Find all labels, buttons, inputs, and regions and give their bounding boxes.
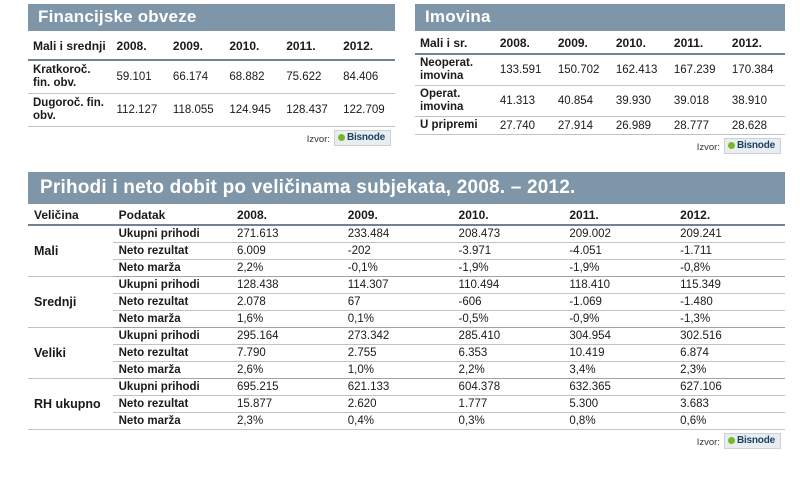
cell-veliki-nm-2010: 2,2% <box>453 362 564 379</box>
cell-veliki-up-2012: 302.516 <box>674 328 785 345</box>
cell-kratkoroc-2011: 75.622 <box>281 60 338 94</box>
table-row <box>28 94 395 127</box>
cell-mali-up-2009: 233.484 <box>342 225 453 243</box>
source-label: Izvor: <box>696 141 720 153</box>
table-row <box>415 54 785 86</box>
table-header-row <box>415 33 785 54</box>
col-header-2011: 2011. <box>563 206 674 225</box>
cell-dugoroc-2012: 122.709 <box>338 94 395 127</box>
panel-financijske-obveze <box>28 4 395 146</box>
row-label-u-pripremi: U pripremi <box>415 117 495 135</box>
cell-veliki-nr-2012: 6.874 <box>674 345 785 362</box>
podatak-ukupni-prihodi: Ukupni prihodi <box>113 379 231 396</box>
table-row <box>28 345 785 362</box>
group-label-srednji: Srednji <box>28 277 113 328</box>
cell-kratkoroc-2012: 84.406 <box>338 60 395 94</box>
col-header-2010: 2010. <box>224 33 281 60</box>
podatak-ukupni-prihodi: Ukupni prihodi <box>113 328 231 345</box>
cell-upripremi-2010: 26.989 <box>611 117 669 135</box>
col-header-2011: 2011. <box>669 33 727 54</box>
col-header-2008: 2008. <box>495 33 553 54</box>
table-financijske-obveze <box>28 33 395 127</box>
table-row <box>415 117 785 135</box>
cell-rh-nr-2012: 3.683 <box>674 396 785 413</box>
podatak-ukupni-prihodi: Ukupni prihodi <box>113 277 231 294</box>
cell-srednji-nr-2012: -1.480 <box>674 294 785 311</box>
table-row <box>28 225 785 243</box>
col-header-2010: 2010. <box>611 33 669 54</box>
group-label-mali: Mali <box>28 225 113 277</box>
cell-rh-nm-2011: 0,8% <box>563 413 674 430</box>
logo-dot-icon <box>338 134 345 141</box>
cell-veliki-nr-2008: 7.790 <box>231 345 342 362</box>
cell-srednji-nr-2010: -606 <box>453 294 564 311</box>
cell-mali-nr-2011: -4.051 <box>563 243 674 260</box>
cell-dugoroc-2009: 118.055 <box>168 94 224 127</box>
cell-veliki-nm-2009: 1,0% <box>342 362 453 379</box>
cell-veliki-up-2008: 295.164 <box>231 328 342 345</box>
cell-rh-nr-2008: 15.877 <box>231 396 342 413</box>
table-row <box>28 60 395 94</box>
panel-title-prihodi: Prihodi i neto dobit po veličinama subjekata, 2008. – 2012. <box>28 172 785 206</box>
group-label-rh-ukupno: RH ukupno <box>28 379 113 430</box>
logo-dot-icon <box>728 437 735 444</box>
podatak-ukupni-prihodi: Ukupni prihodi <box>113 225 231 243</box>
podatak-neto-marza: Neto marža <box>113 362 231 379</box>
podatak-neto-rezultat: Neto rezultat <box>113 345 231 362</box>
cell-veliki-nr-2010: 6.353 <box>453 345 564 362</box>
table-row <box>28 260 785 277</box>
cell-mali-nr-2010: -3.971 <box>453 243 564 260</box>
cell-veliki-nm-2008: 2,6% <box>231 362 342 379</box>
cell-rh-nm-2008: 2,3% <box>231 413 342 430</box>
col-header-2008: 2008. <box>231 206 342 225</box>
cell-rh-up-2009: 621.133 <box>342 379 453 396</box>
col-header-2010: 2010. <box>453 206 564 225</box>
source-label: Izvor: <box>306 133 330 145</box>
cell-mali-up-2008: 271.613 <box>231 225 342 243</box>
table-row <box>28 294 785 311</box>
cell-mali-nm-2012: -0,8% <box>674 260 785 277</box>
table-row <box>28 328 785 345</box>
cell-mali-up-2011: 209.002 <box>563 225 674 243</box>
cell-veliki-nr-2009: 2.755 <box>342 345 453 362</box>
col-header-2009: 2009. <box>553 33 611 54</box>
cell-operat-2010: 39.930 <box>611 86 669 117</box>
col-header-2009: 2009. <box>168 33 224 60</box>
cell-rh-nr-2011: 5.300 <box>563 396 674 413</box>
podatak-neto-marza: Neto marža <box>113 311 231 328</box>
cell-rh-nm-2009: 0,4% <box>342 413 453 430</box>
table-header-row <box>28 33 395 60</box>
cell-mali-nm-2009: -0,1% <box>342 260 453 277</box>
row-label-kratkoroc: Kratkoroč. fin. obv. <box>28 60 112 94</box>
cell-dugoroc-2008: 112.127 <box>112 94 168 127</box>
bisnode-logo <box>724 433 781 449</box>
cell-srednji-nm-2008: 1,6% <box>231 311 342 328</box>
cell-srednji-up-2008: 128.438 <box>231 277 342 294</box>
table-row <box>28 396 785 413</box>
cell-rh-up-2010: 604.378 <box>453 379 564 396</box>
col-header-2012: 2012. <box>338 33 395 60</box>
panel-imovina <box>415 4 785 154</box>
podatak-neto-rezultat: Neto rezultat <box>113 243 231 260</box>
table-row <box>415 86 785 117</box>
cell-srednji-nr-2011: -1.069 <box>563 294 674 311</box>
table-row <box>28 413 785 430</box>
cell-rh-up-2011: 632.365 <box>563 379 674 396</box>
cell-srednji-nm-2010: -0,5% <box>453 311 564 328</box>
source-prihodi <box>28 430 785 449</box>
table-row <box>28 277 785 294</box>
cell-upripremi-2009: 27.914 <box>553 117 611 135</box>
cell-operat-2012: 38.910 <box>727 86 785 117</box>
cell-mali-up-2012: 209.241 <box>674 225 785 243</box>
col-header-2011: 2011. <box>281 33 338 60</box>
col-header-2008: 2008. <box>112 33 168 60</box>
cell-kratkoroc-2008: 59.101 <box>112 60 168 94</box>
table-row <box>28 311 785 328</box>
cell-veliki-nm-2012: 2,3% <box>674 362 785 379</box>
table-header-row <box>28 206 785 225</box>
col-header-velicina: Veličina <box>28 206 113 225</box>
panel-prihodi-neto-dobit <box>28 172 785 449</box>
col-header-2012: 2012. <box>674 206 785 225</box>
cell-srednji-nm-2012: -1,3% <box>674 311 785 328</box>
cell-rh-nm-2012: 0,6% <box>674 413 785 430</box>
cell-srednji-up-2009: 114.307 <box>342 277 453 294</box>
cell-veliki-up-2011: 304.954 <box>563 328 674 345</box>
logo-dot-icon <box>728 142 735 149</box>
cell-srednji-up-2012: 115.349 <box>674 277 785 294</box>
cell-mali-nm-2011: -1,9% <box>563 260 674 277</box>
cell-srednji-nm-2011: -0,9% <box>563 311 674 328</box>
cell-srednji-nr-2009: 67 <box>342 294 453 311</box>
panel-title-financijske-obveze: Financijske obveze <box>28 4 395 33</box>
cell-veliki-nr-2011: 10.419 <box>563 345 674 362</box>
bisnode-logo <box>724 138 781 154</box>
panel-title-imovina: Imovina <box>415 4 785 33</box>
table-row <box>28 362 785 379</box>
cell-operat-2009: 40.854 <box>553 86 611 117</box>
cell-neoperat-2010: 162.413 <box>611 54 669 86</box>
podatak-neto-rezultat: Neto rezultat <box>113 294 231 311</box>
row-label-neoperat-imovina: Neoperat. imovina <box>415 54 495 86</box>
group-label-veliki: Veliki <box>28 328 113 379</box>
podatak-neto-marza: Neto marža <box>113 413 231 430</box>
col-header-2009: 2009. <box>342 206 453 225</box>
logo-text: Bisnode <box>346 132 385 143</box>
cell-kratkoroc-2009: 66.174 <box>168 60 224 94</box>
cell-srednji-up-2010: 110.494 <box>453 277 564 294</box>
cell-mali-nr-2008: 6.009 <box>231 243 342 260</box>
col-header-podatak: Podatak <box>113 206 231 225</box>
logo-text: Bisnode <box>736 140 775 151</box>
cell-neoperat-2008: 133.591 <box>495 54 553 86</box>
cell-srednji-nr-2008: 2.078 <box>231 294 342 311</box>
cell-rh-nr-2010: 1.777 <box>453 396 564 413</box>
cell-neoperat-2011: 167.239 <box>669 54 727 86</box>
cell-srednji-nm-2009: 0,1% <box>342 311 453 328</box>
cell-mali-nm-2008: 2,2% <box>231 260 342 277</box>
cell-operat-2011: 39.018 <box>669 86 727 117</box>
cell-upripremi-2011: 28.777 <box>669 117 727 135</box>
col-header-kategorija: Mali i srednji <box>28 33 112 60</box>
table-row <box>28 379 785 396</box>
podatak-neto-marza: Neto marža <box>113 260 231 277</box>
cell-mali-nm-2010: -1,9% <box>453 260 564 277</box>
cell-mali-up-2010: 208.473 <box>453 225 564 243</box>
cell-mali-nr-2009: -202 <box>342 243 453 260</box>
cell-mali-nr-2012: -1.711 <box>674 243 785 260</box>
table-row <box>28 243 785 260</box>
cell-upripremi-2012: 28.628 <box>727 117 785 135</box>
cell-srednji-up-2011: 118.410 <box>563 277 674 294</box>
source-label: Izvor: <box>696 436 720 448</box>
cell-dugoroc-2011: 128.437 <box>281 94 338 127</box>
source-financijske-obveze <box>28 127 395 146</box>
cell-veliki-up-2009: 273.342 <box>342 328 453 345</box>
bisnode-logo <box>334 130 391 146</box>
cell-upripremi-2008: 27.740 <box>495 117 553 135</box>
cell-neoperat-2012: 170.384 <box>727 54 785 86</box>
cell-rh-up-2008: 695.215 <box>231 379 342 396</box>
cell-kratkoroc-2010: 68.882 <box>224 60 281 94</box>
table-prihodi <box>28 206 785 430</box>
cell-rh-nm-2010: 0,3% <box>453 413 564 430</box>
cell-rh-nr-2009: 2.620 <box>342 396 453 413</box>
cell-neoperat-2009: 150.702 <box>553 54 611 86</box>
logo-text: Bisnode <box>736 435 775 446</box>
row-label-operat-imovina: Operat. imovina <box>415 86 495 117</box>
table-imovina <box>415 33 785 135</box>
cell-operat-2008: 41.313 <box>495 86 553 117</box>
cell-veliki-up-2010: 285.410 <box>453 328 564 345</box>
podatak-neto-rezultat: Neto rezultat <box>113 396 231 413</box>
cell-rh-up-2012: 627.106 <box>674 379 785 396</box>
col-header-kategorija: Mali i sr. <box>415 33 495 54</box>
cell-dugoroc-2010: 124.945 <box>224 94 281 127</box>
col-header-2012: 2012. <box>727 33 785 54</box>
cell-veliki-nm-2011: 3,4% <box>563 362 674 379</box>
source-imovina <box>415 135 785 154</box>
row-label-dugoroc: Dugoroč. fin. obv. <box>28 94 112 127</box>
